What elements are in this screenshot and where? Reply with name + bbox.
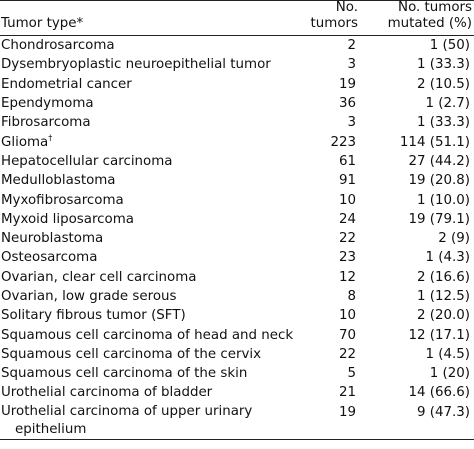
table-row	[0, 229, 474, 248]
table-row	[0, 364, 474, 383]
cell-tumor-type: Dysembryoplastic neuroepithelial tumor	[1, 57, 271, 73]
cell-no-tumors: 22	[338, 346, 356, 362]
table-row	[0, 132, 474, 151]
cell-no-tumors: 3	[347, 57, 356, 73]
cell-mutated: 1 (50)	[429, 38, 470, 54]
cell-mutated: 2 (9)	[438, 231, 470, 247]
cell-no-tumors: 3	[347, 115, 356, 131]
header-no-tumors-line1: No.	[335, 0, 358, 15]
cell-no-tumors: 2	[347, 38, 356, 54]
table-row	[0, 55, 474, 74]
cell-mutated: 1 (10.0)	[416, 192, 470, 208]
table-row	[0, 287, 474, 306]
cell-no-tumors: 19	[338, 76, 356, 92]
table-row	[0, 268, 474, 287]
cell-tumor-type: Endometrial cancer	[1, 76, 132, 92]
table-row	[0, 345, 474, 364]
table-row	[0, 94, 474, 113]
cell-mutated: 114 (51.1)	[399, 134, 470, 150]
table-row	[0, 306, 474, 325]
table-row	[0, 36, 474, 56]
cell-mutated: 1 (33.3)	[416, 57, 470, 73]
header-tumor-type	[0, 0, 300, 36]
cell-no-tumors: 61	[338, 153, 356, 169]
cell-no-tumors: 19	[338, 404, 356, 420]
cell-mutated: 1 (33.3)	[416, 115, 470, 131]
cell-mutated: 1 (2.7)	[425, 96, 470, 112]
cell-no-tumors: 8	[347, 289, 356, 304]
table-row	[0, 190, 474, 209]
cell-no-tumors: 5	[347, 366, 356, 382]
cell-tumor-type: Ependymoma	[1, 96, 94, 112]
cell-tumor-type-line1: Urothelial carcinoma of upper urinary	[1, 403, 253, 419]
cell-no-tumors: 10	[338, 192, 356, 208]
header-mutated-line1: No. tumors	[398, 0, 472, 15]
cell-tumor-type: Ovarian, clear cell carcinoma	[1, 269, 197, 285]
cell-no-tumors: 36	[338, 96, 356, 112]
cell-mutated: 2 (20.0)	[416, 308, 470, 324]
cell-no-tumors: 223	[330, 134, 356, 150]
cell-tumor-type: Solitary fibrous tumor (SFT)	[1, 308, 186, 324]
cell-tumor-type: Osteosarcoma	[1, 250, 98, 266]
cell-mutated: 19 (20.8)	[408, 173, 470, 189]
cell-no-tumors: 12	[338, 269, 356, 285]
cell-tumor-type	[0, 403, 300, 440]
cell-mutated: 1 (20)	[429, 366, 470, 382]
cell-tumor-type: Medulloblastoma	[1, 173, 116, 189]
cell-mutated: 19 (79.1)	[408, 211, 470, 227]
cell-no-tumors: 21	[338, 385, 356, 401]
cell-no-tumors: 91	[338, 173, 356, 189]
cell-mutated: 2 (16.6)	[416, 269, 470, 285]
cell-no-tumors: 22	[338, 231, 356, 247]
cell-mutated: 1 (12.5)	[416, 289, 470, 304]
cell-tumor-type: Hepatocellular carcinoma	[1, 153, 173, 169]
cell-mutated: 9 (47.3)	[416, 404, 470, 420]
cell-mutated: 1 (4.3)	[425, 250, 470, 266]
table-row	[0, 383, 474, 402]
header-no-tumors	[300, 0, 360, 36]
cell-mutated: 2 (10.5)	[416, 76, 470, 92]
cell-mutated: 1 (4.5)	[425, 346, 470, 362]
table-row	[0, 152, 474, 171]
cell-tumor-type-text: Glioma	[1, 134, 49, 150]
cell-tumor-type-line2: epithelium	[15, 421, 87, 437]
cell-tumor-type: Squamous cell carcinoma of the cervix	[1, 346, 262, 362]
cell-no-tumors: 10	[338, 308, 356, 324]
cell-tumor-type: Ovarian, low grade serous	[1, 289, 177, 304]
cell-tumor-type: Chondrosarcoma	[1, 38, 115, 54]
cell-no-tumors: 70	[338, 327, 356, 343]
cell-tumor-type: Squamous cell carcinoma of the skin	[1, 366, 248, 382]
table-row	[0, 171, 474, 190]
cell-tumor-type: Neuroblastoma	[1, 231, 104, 247]
dagger-footnote-mark: †	[48, 133, 53, 143]
header-mutated-line2: mutated (%)	[387, 16, 472, 31]
table-row	[0, 403, 474, 440]
cell-no-tumors: 23	[338, 250, 356, 266]
table-row	[0, 248, 474, 267]
cell-tumor-type: Myxofibrosarcoma	[1, 192, 124, 208]
table-row	[0, 75, 474, 94]
table-row	[0, 325, 474, 344]
header-no-tumors-line2: tumors	[310, 16, 358, 31]
header-tumor-type-label: Tumor type*	[1, 16, 84, 31]
header-no-tumors-mutated	[360, 0, 474, 36]
table-row	[0, 113, 474, 132]
table-row	[0, 210, 474, 229]
cell-tumor-type: Squamous cell carcinoma of head and neck	[1, 327, 294, 343]
cell-tumor-type: Myxoid liposarcoma	[1, 211, 134, 227]
cell-mutated: 27 (44.2)	[408, 153, 470, 169]
table-header-row	[0, 0, 474, 36]
cell-no-tumors: 24	[338, 211, 356, 227]
cell-tumor-type: Fibrosarcoma	[1, 115, 91, 131]
cell-tumor-type: Urothelial carcinoma of bladder	[1, 385, 213, 401]
cell-tumor-type	[0, 132, 300, 151]
cell-mutated: 12 (17.1)	[408, 327, 470, 343]
cell-mutated: 14 (66.6)	[408, 385, 470, 401]
